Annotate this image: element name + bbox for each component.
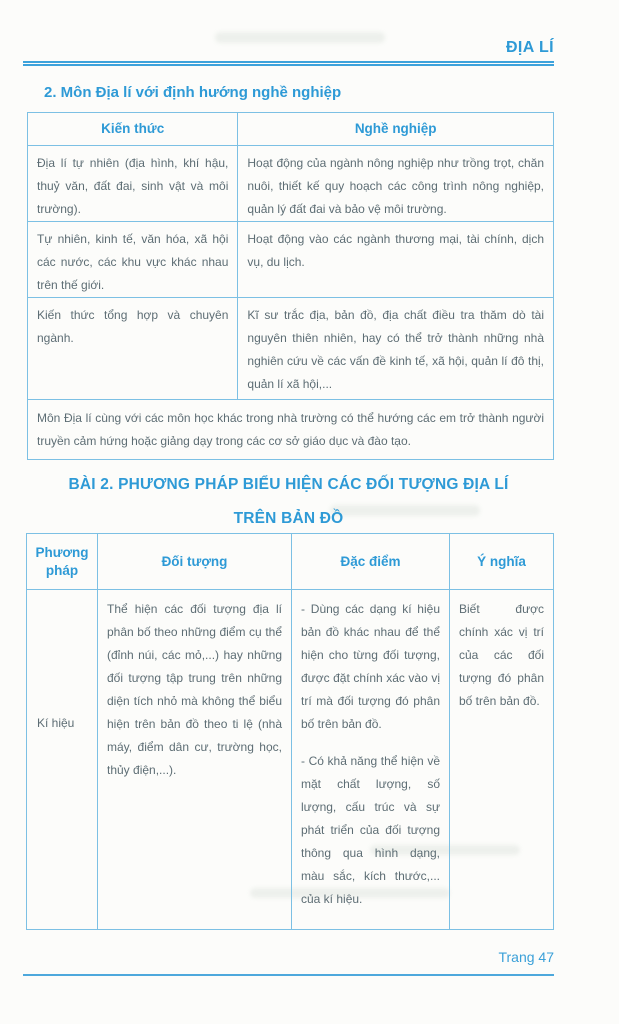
table-row [28,146,554,222]
method-cell: Kí hiệu [27,590,98,930]
lesson-heading-line2: TRÊN BẢN ĐỒ [233,510,344,527]
column-header-doi-tuong: Đối tượng [98,534,292,590]
lesson-heading-line1: BÀI 2. PHƯƠNG PHÁP BIỂU HIỆN CÁC ĐỐI TƯỢNG ĐỊA LÍ [68,476,509,493]
column-header-y-nghia: Ý nghĩa [450,534,554,590]
knowledge-career-table [27,112,554,460]
section-heading: 2. Môn Địa lí với định hướng nghề nghiệp [44,84,342,101]
column-header-dac-diem: Đặc điểm [292,534,450,590]
footer-rule [23,974,554,976]
table-footer-row [28,400,554,460]
meaning-cell: Biết được chính xác vị trí của các đối tượng đó phân bố trên bản đồ. [450,590,554,930]
column-header-nghe-nghiep: Nghề nghiệp [238,113,554,146]
table-cell: Kĩ sư trắc địa, bản đồ, địa chất điều tra thăm dò tài nguyên thiên nhiên, hay có thể trở thành những nhà nghiên cứu về các vấn đề kinh tế, xã hội, quản lí đô thị, quản lí xã hội,... [238,298,554,400]
table-cell: Hoạt động của ngành nông nghiệp như trồng trọt, chăn nuôi, thiết kế quy hoạch các công trình nông nghiệp, quản lý đất đai và bảo vệ môi trường. [238,146,554,222]
table-cell: Tự nhiên, kinh tế, văn hóa, xã hội các nước, các khu vực khác nhau trên thế giới. [28,222,238,298]
table-cell: Hoạt động vào các ngành thương mại, tài chính, dịch vụ, du lịch. [238,222,554,298]
feature-paragraph-2: - Có khả năng thể hiện về mặt chất lượng, số lượng, cấu trúc và sự phát triển của đối tượng thông qua hình dạng, màu sắc, kích thước,... của kí hiệu. [301,754,440,906]
feature-cell [292,590,450,930]
page-header-title: ĐỊA LÍ [505,39,554,56]
object-cell: Thể hiện các đối tượng địa lí phân bố theo những điểm cụ thể (đỉnh núi, các mỏ,...) hay những đối tượng tập trung trên những diện tích nhỏ mà không thể biểu hiện trên bản đồ theo ti lệ (nhà máy, điểm dân cư, trường học, thủy điện,...). [98,590,292,930]
table-cell: Kiến thức tổng hợp và chuyên ngành. [28,298,238,400]
column-header-phuong-phap: Phương pháp [27,534,98,590]
table-row [28,222,554,298]
table-merged-cell: Môn Địa lí cùng với các môn học khác trong nhà trường có thể hướng các em trở thành người truyền cảm hứng hoặc giảng dạy trong các cơ sở giáo dục và đào tạo. [28,400,554,460]
table-header-row [28,113,554,146]
lesson-heading [23,468,554,536]
page-number: Trang 47 [498,949,554,965]
column-header-kien-thuc: Kiến thức [28,113,238,146]
table-cell: Địa lí tự nhiên (địa hình, khí hậu, thuỷ văn, đất đai, sinh vật và môi trường). [28,146,238,222]
table-row [27,590,554,930]
table-row [28,298,554,400]
feature-paragraph-1: - Dùng các dạng kí hiệu bản đồ khác nhau để thể hiện cho từng đối tượng, được đặt chính xác vào vị trí mà đối tượng đó phân bố trên bản đồ. [301,602,440,731]
table-header-row [27,534,554,590]
methods-table [26,533,554,930]
header-rule [23,61,554,66]
